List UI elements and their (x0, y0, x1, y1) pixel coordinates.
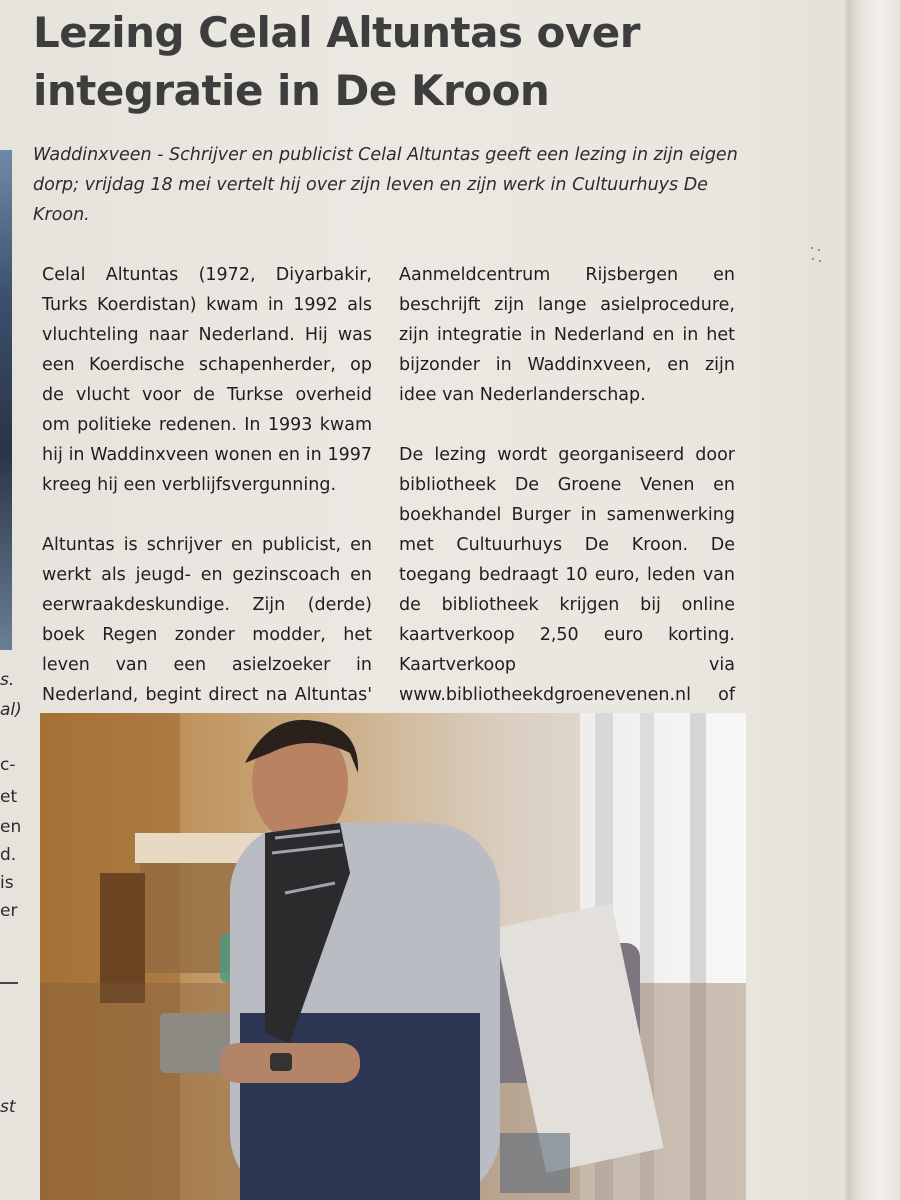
article-headline: Lezing Celal Altuntas over integratie in De Kroon (33, 8, 640, 115)
portrait-photo-illustration (40, 713, 746, 1200)
previous-column-fragment: er (0, 901, 18, 921)
previous-column-fragment: is (0, 873, 14, 893)
previous-column-fragment: et (0, 787, 18, 807)
previous-column-fragment: st (0, 1097, 16, 1117)
adjacent-photo-edge (0, 150, 12, 650)
article-column-right (399, 260, 735, 770)
previous-column-fragment: en (0, 817, 22, 837)
article-paragraph: Aanmeldcentrum Rijsbergen en beschrijft zijn lange asielprocedure, zijn integratie in Nederland en in het bijzonder in Waddinxveen, en zijn idee van Nederlanderschap. (399, 265, 735, 405)
previous-column-fragment: s. (0, 670, 15, 690)
article-lead: Waddinxveen - Schrijver en publicist Celal Altuntas geeft een lezing in zijn eigen dorp; vrijdag 18 mei vertelt hij over zijn leven en zijn werk in Cultuurhuys De Kroon. (33, 145, 738, 225)
previous-column-fragment: d. (0, 845, 17, 865)
page-edge (848, 0, 900, 1200)
previous-column-fragment: c- (0, 755, 16, 775)
column-divider-rule (0, 982, 18, 984)
article-column-left (42, 260, 372, 770)
paper-specks (810, 245, 822, 265)
article-photo (40, 713, 746, 1200)
article-paragraph: Celal Altuntas (1972, Diyarbakir, Turks Koerdistan) kwam in 1992 als vluchteling naar Nederland. Hij was een Koerdische schapenherder, op de vlucht voor de Turkse overheid om politieke redenen. In 1993 kwam hij in Waddinxveen wonen en in 1997 kreeg hij een verblijfsvergunning. (42, 265, 372, 495)
article-paragraph: De lezing wordt georganiseerd door bibliotheek De Groene Venen en boekhandel Burger in samenwerking met Cultuurhuys De Kroon. De toegang bedraagt 10 euro, leden van de bibliotheek krijgen bij online kaartverkoop 2,50 euro korting. Kaartverkoop via www.bibliotheekdgroenevenen.nl of (399, 445, 735, 705)
article-paragraph: Altuntas is schrijver en publicist, en werkt als jeugd- en gezinscoach en eerwraakdeskundige. Zijn (derde) boek Regen zonder modder, het leven van een asielzoeker in Nederland, begint direct na Altuntas' (42, 535, 372, 705)
previous-column-fragment: al) (0, 700, 22, 720)
